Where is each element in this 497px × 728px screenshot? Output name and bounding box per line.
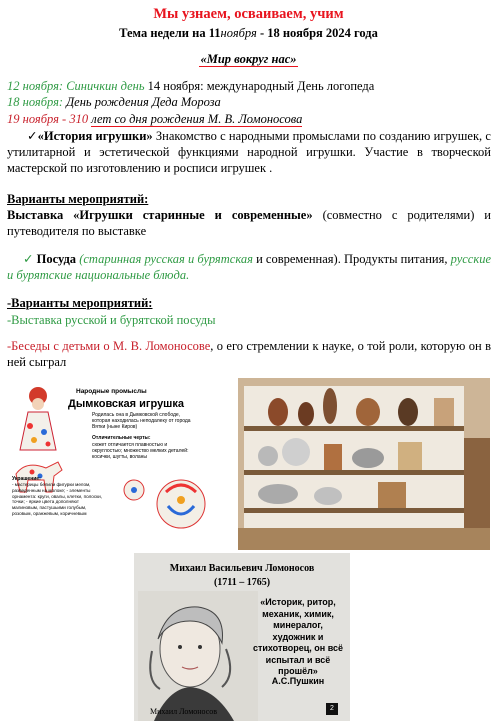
lomonosov-name: Михаил Васильевич Ломоносов	[169, 563, 315, 574]
talks-paragraph: -Беседы с детьми о М. В. Ломоносове, о его стремлении к науке, о той роли, которую он в ней сыграл	[7, 339, 491, 369]
dymkovo-toy-card	[6, 382, 228, 542]
toy-card-heading: Народные промыслы	[76, 388, 147, 395]
toy-card-features-title: Отличительные черты:	[92, 435, 151, 441]
lomonosov-years: (1711 – 1765)	[213, 577, 271, 588]
page-title: Мы узнаем, осваиваем, учим	[153, 6, 344, 22]
posuda-paragraph: ✓ Посуда (старинная русская и бурятская и современная). Продукты питания, русские и бурятские национальные блюда.	[7, 252, 491, 282]
check-icon: ✓	[27, 129, 38, 143]
toy-card-decor-title: Украшение:	[12, 476, 41, 482]
pottery-shelf-photo	[238, 378, 490, 550]
toy-card-decor: - мастерицы белили фигурки мелом, разведенным на молоке; - элементы орнамента: круги, овалы, клетки, полоски, точки; - яркие цвета дополняют малиновым, пастушьими голубым, розовым, оранжевым, коричневым	[12, 482, 103, 516]
lomonosov-quote: «Историк, ритор, механик, химик, минералог, художник и стихотворец, он всё испытал и всё прошёл»	[252, 597, 344, 676]
date-line-1: 12 ноября: Синичкин день 14 ноября: международный День логопеда	[7, 79, 375, 93]
lomonosov-portrait	[138, 591, 258, 721]
variants-heading-2: -Варианты мероприятий:	[7, 296, 153, 310]
week-heading: Тема недели на 11ноября - 18 ноября 2024 года	[119, 26, 378, 40]
toy-card-title: Дымковская игрушка	[68, 398, 184, 410]
toy-card-desc: Родилась она в Дымковской слободе, которая находилась неподалеку от города Вятки (ныне Киров)	[92, 412, 191, 430]
date-line-3: 19 ноября - 310 лет со дня рождения М. В. Ломоносова	[7, 112, 303, 126]
variants-heading-1: Варианты мероприятий:	[7, 192, 149, 206]
lomonosov-caption: Михаил Ломоносов	[150, 707, 218, 716]
exhibition-paragraph: Выставка «Игрушки старинные и современные» (совместно с родителями) и путеводителя по выставке	[7, 208, 492, 238]
week-theme: «Мир вокруг нас»	[200, 52, 297, 66]
slide-number: 2	[326, 703, 338, 715]
date-line-2: 18 ноября: День рождения Деда Мороза	[7, 95, 221, 109]
quote-author: А.С.Пушкин	[271, 676, 325, 686]
history-paragraph: ✓«История игрушки» Знакомство с народными промыслами по созданию игрушек, с утилитарной и эстетической функциями народной игрушки. Участие в творческой мастерской по изготовлению и росписи игрушек .	[7, 129, 491, 175]
variants-item: -Выставка русской и бурятской посуды	[7, 313, 216, 327]
lomonosov-card	[134, 553, 350, 721]
check-icon: ✓	[23, 252, 34, 266]
toy-card-features: сюжет отличается плавностью и округлостью; множество мелких деталей: косички, шугты, воланы	[92, 442, 189, 460]
